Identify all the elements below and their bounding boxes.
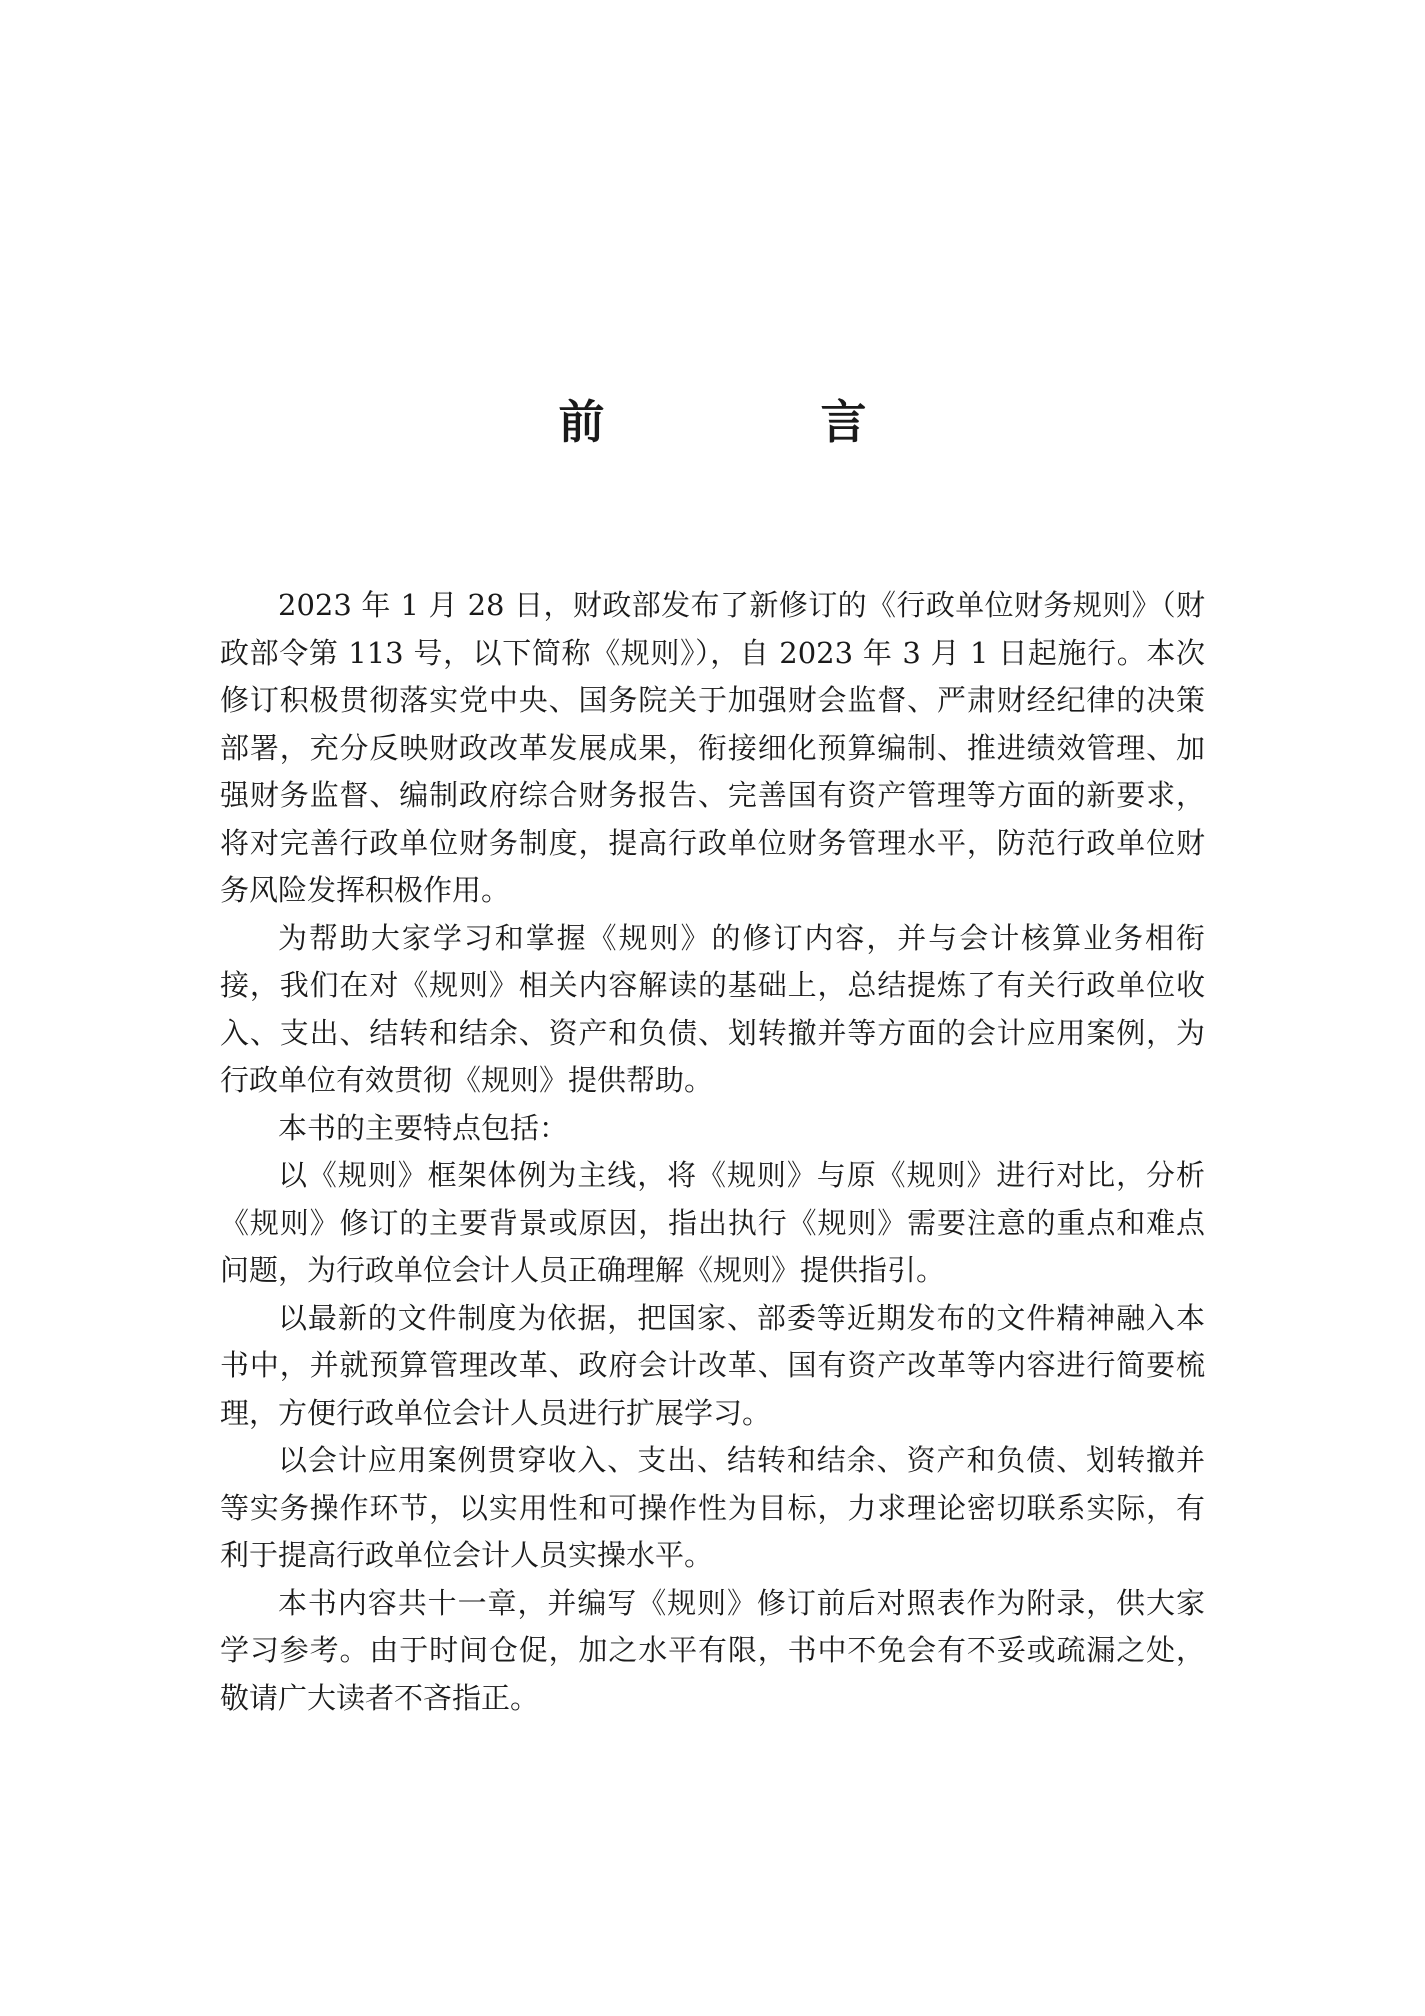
preface-body <box>220 582 1205 1722</box>
paragraph-intro: 2023 年 1 月 28 日，财政部发布了新修订的《行政单位财务规则》（财政部令第 113 号，以下简称《规则》），自 2023 年 3 月 1 日起施行。本次修订积极贯彻落实党中央、国务院关于加强财会监督、严肃财经纪律的决策部署，充分反映财政改革发展成果，衔接细化预算编制、推进绩效管理、加强财务监督、编制政府综合财务报告、完善国有资产管理等方面的新要求，将对完善行政单位财务制度，提高行政单位财务管理水平，防范行政单位财务风险发挥积极作用。 <box>220 588 1205 907</box>
page-title: 前 言 <box>558 395 967 449</box>
paragraph-features-heading: 本书的主要特点包括： <box>278 1110 569 1145</box>
paragraph-feature-1: 以《规则》框架体例为主线，将《规则》与原《规则》进行对比，分析《规则》修订的主要背景或原因，指出执行《规则》需要注意的重点和难点问题，为行政单位会计人员正确理解《规则》提供指引。 <box>220 1158 1205 1287</box>
paragraph-feature-3: 以会计应用案例贯穿收入、支出、结转和结余、资产和负债、划转撤并等实务操作环节，以实用性和可操作性为目标，力求理论密切联系实际，有利于提高行政单位会计人员实操水平。 <box>220 1443 1205 1572</box>
paragraph-closing: 本书内容共十一章，并编写《规则》修订前后对照表作为附录，供大家学习参考。由于时间仓促，加之水平有限，书中不免会有不妥或疏漏之处，敬请广大读者不吝指正。 <box>220 1585 1205 1715</box>
paragraph-purpose: 为帮助大家学习和掌握《规则》的修订内容，并与会计核算业务相衔接，我们在对《规则》相关内容解读的基础上，总结提炼了有关行政单位收入、支出、结转和结余、资产和负债、划转撤并等方面的会计应用案例，为行政单位有效贯彻《规则》提供帮助。 <box>220 920 1205 1097</box>
paragraph-feature-2: 以最新的文件制度为依据，把国家、部委等近期发布的文件精神融入本书中，并就预算管理改革、政府会计改革、国有资产改革等内容进行简要梳理，方便行政单位会计人员进行扩展学习。 <box>220 1300 1205 1430</box>
